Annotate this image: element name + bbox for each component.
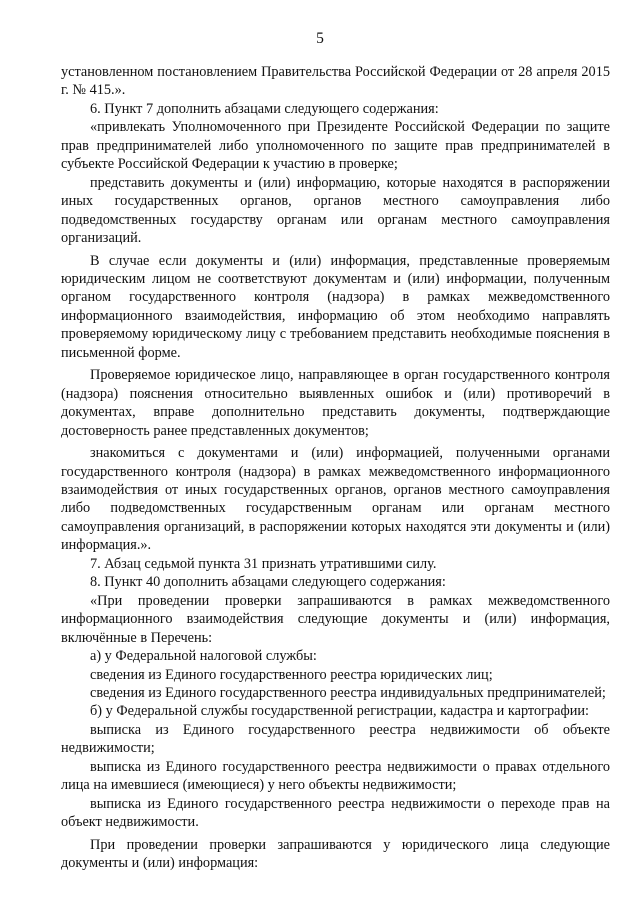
paragraph-entity-documents: При проведении проверки запрашиваются у юридического лица следующие документы и (или) информация: [61,836,610,872]
paragraph-entrepreneurs-register: сведения из Единого государственного реестра индивидуальных предпринимателей; [90,684,606,701]
paragraph-ombudsman: «привлекать Уполномоченного при Президенте Российской Федерации по защите прав предпринимателей либо уполномоченного по защите прав предпринимателей в субъекте Российской Федерации к участию в проверке; [61,119,610,173]
paragraph-item-7: 7. Абзац седьмой пункта 31 признать утратившими силу. [90,555,437,572]
paragraph-interagency-request: «При проведении проверки запрашиваются в рамках межведомственного информационного взаимодействия следующие документы и (или) информация, включённые в Перечень: [61,592,610,646]
paragraph-property-extract: выписка из Единого государственного реестра недвижимости об объекте недвижимости; [61,721,610,757]
document-body [61,63,610,872]
paragraph-familiarize: знакомиться с документами и (или) информацией, полученными органами государственного контроля (надзора) в рамках межведомственного информационного взаимодействия от иных государственных органов, органов местного самоуправления либо подведомственных государственным органам или органам местного самоуправления организаций, в распоряжении которых находятся эти документы и (или) информация.». [61,445,610,554]
paragraph-legal-entities-register: сведения из Единого государственного реестра юридических лиц; [90,666,493,683]
paragraph-item-8: 8. Пункт 40 дополнить абзацами следующего содержания: [90,574,446,591]
paragraph-rights-extract: выписка из Единого государственного реестра недвижимости о правах отдельного лица на имевшиеся (имеющиеся) у него объекты недвижимости; [61,758,610,794]
paragraph-continuation: установленном постановлением Правительства Российской Федерации от 28 апреля 2015 г. № 415.». [61,64,610,99]
paragraph-item-6: 6. Пункт 7 дополнить абзацами следующего содержания: [90,100,439,117]
paragraph-explanations: Проверяемое юридическое лицо, направляющее в орган государственного контроля (надзора) пояснения относительно выявленных ошибок и (или) противоречий в документах, вправе дополнительно представить документы, подтверждающие достоверность ранее представленных документов; [61,367,610,439]
paragraph-discrepancy: В случае если документы и (или) информация, представленные проверяемым юридическим лицом не соответствуют документам и (или) информации, полученным органом государственного контроля (надзора) в рамках межведомственного информационного взаимодействия, информацию об этом необходимо направлять проверяемому юридическому лицу с требованием представить необходимые пояснения в письменной форме. [61,252,610,361]
paragraph-submit-documents: представить документы и (или) информацию, которые находятся в распоряжении иных государственных органов, органов местного самоуправления либо подведомственных государству органам или органам местного самоуправления организаций. [61,174,610,247]
paragraph-transfer-extract: выписка из Единого государственного реестра недвижимости о переходе прав на объект недвижимости. [61,795,610,831]
paragraph-rosreestr: б) у Федеральной службы государственной регистрации, кадастра и картографии: [90,703,590,720]
paragraph-tax-service: а) у Федеральной налоговой службы: [90,648,317,665]
page-number: 5 [316,30,324,47]
